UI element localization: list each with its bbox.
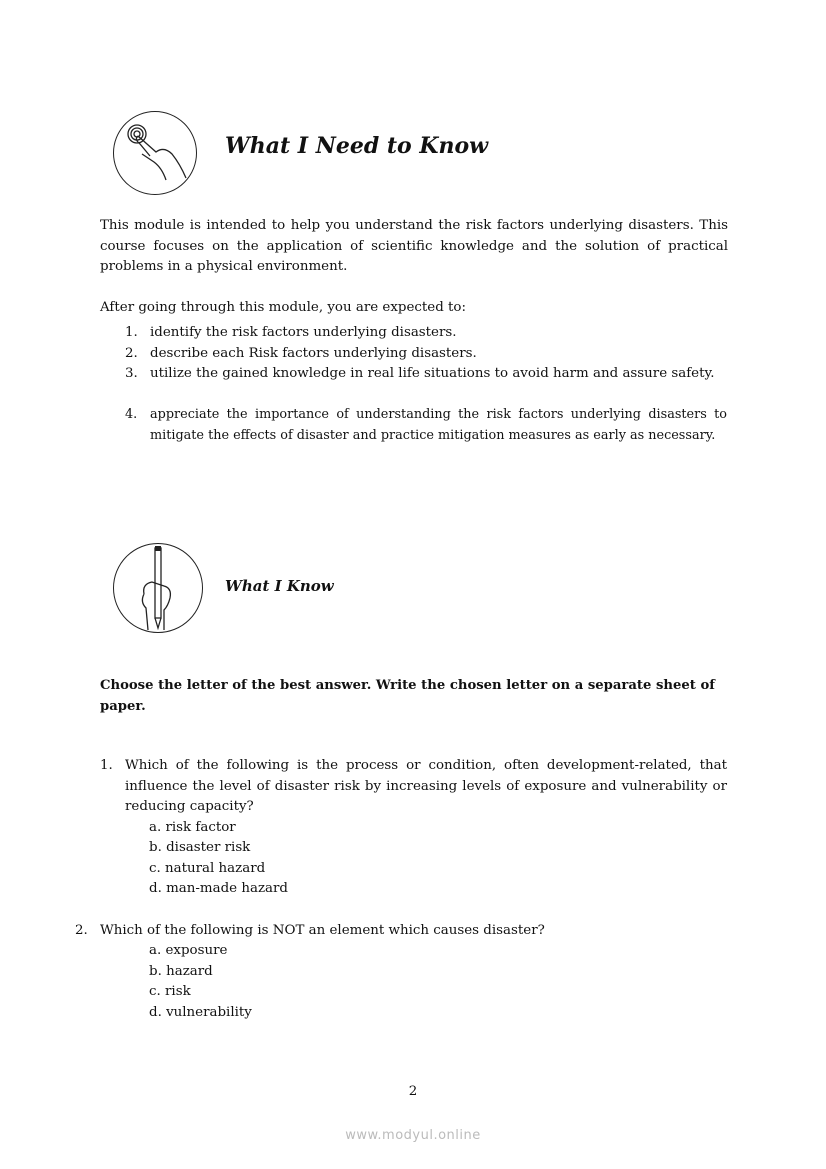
objective-number: 1. bbox=[125, 325, 138, 340]
question-item bbox=[100, 756, 727, 818]
answer-option: a. exposure bbox=[149, 943, 228, 958]
answer-option: b. disaster risk bbox=[149, 840, 251, 855]
question-number: 2. bbox=[75, 923, 88, 938]
answer-option: c. natural hazard bbox=[149, 861, 266, 876]
objective-text: appreciate the importance of understanding the risk factors underlying disasters to mitigate the effects of disaster and practice mitigation measures as early as necessary. bbox=[150, 407, 727, 443]
instructions: Choose the letter of the best answer. Write the chosen letter on a separate sheet of paper. bbox=[100, 678, 715, 714]
objective-number: 3. bbox=[125, 366, 138, 381]
answer-option: c. risk bbox=[149, 984, 191, 999]
intro-paragraph: This module is intended to help you understand the risk factors underlying disasters. This course focuses on the application of scientific knowledge and the solution of practical problems in a physical environment. bbox=[100, 218, 728, 274]
page-number: 2 bbox=[408, 1084, 418, 1099]
question-number: 1. bbox=[100, 758, 113, 773]
section-title-what-i-know: What I Know bbox=[225, 577, 334, 595]
objective-text: utilize the gained knowledge in real life situations to avoid harm and assure safety. bbox=[150, 366, 715, 381]
hand-holding-pencil-icon bbox=[113, 543, 203, 633]
question-item bbox=[75, 921, 727, 942]
objective-item bbox=[125, 405, 727, 446]
objective-item bbox=[125, 364, 727, 385]
answer-option: d. vulnerability bbox=[149, 1005, 252, 1020]
objective-number: 4. bbox=[125, 407, 138, 422]
watermark: www.modyul.online bbox=[345, 1128, 481, 1143]
question-text: Which of the following is the process or condition, often development-related, that influence the level of disaster risk by increasing levels of exposure and vulnerability or reducing capacity? bbox=[125, 758, 727, 814]
objective-text: identify the risk factors underlying disasters. bbox=[150, 325, 457, 340]
objective-item bbox=[125, 323, 727, 344]
hand-pointing-icon bbox=[113, 111, 197, 195]
objective-item bbox=[125, 344, 727, 365]
answer-option: d. man-made hazard bbox=[149, 881, 288, 896]
question-text: Which of the following is NOT an element which causes disaster? bbox=[100, 923, 545, 938]
objective-text: describe each Risk factors underlying disasters. bbox=[150, 346, 477, 361]
answer-option: a. risk factor bbox=[149, 820, 236, 835]
objectives-lead: After going through this module, you are expected to: bbox=[100, 300, 466, 315]
objective-number: 2. bbox=[125, 346, 138, 361]
answer-option: b. hazard bbox=[149, 964, 213, 979]
section-title-what-i-need-to-know: What I Need to Know bbox=[225, 133, 489, 159]
